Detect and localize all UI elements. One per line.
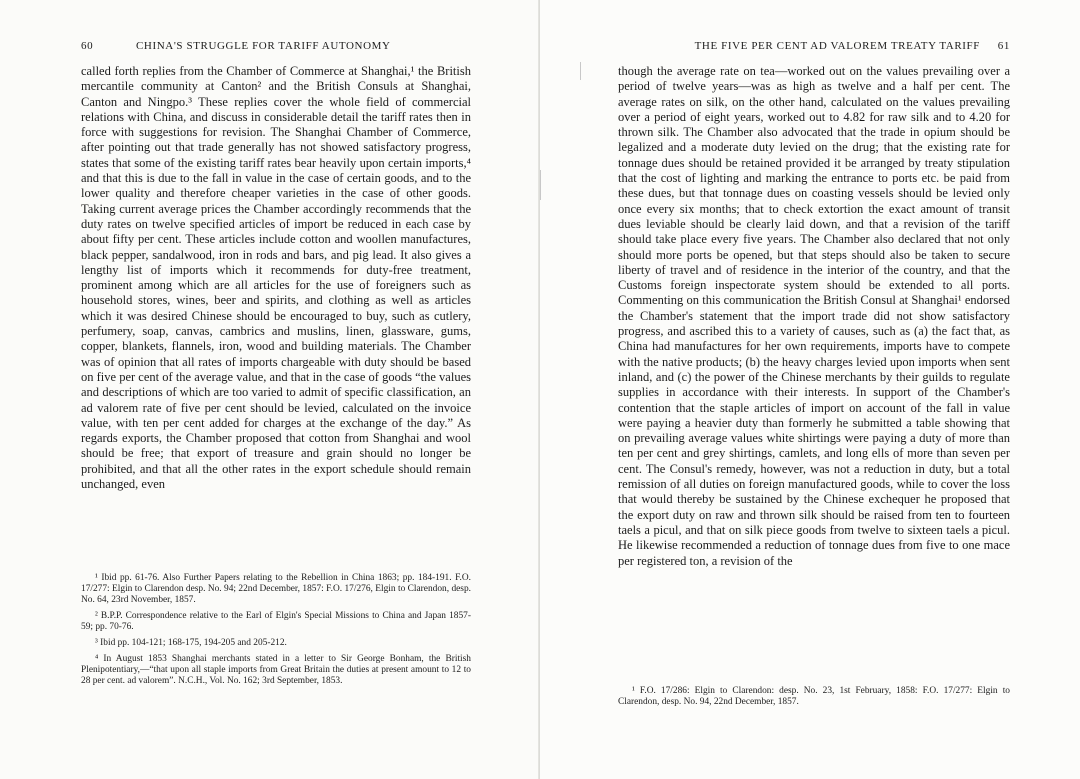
footnote-2: ² B.P.P. Correspondence relative to the Earl of Elgin's Special Missions to China and Japan 1857-59; pp. 70-76.	[81, 611, 471, 632]
right-page-number: 61	[997, 40, 1010, 52]
footnote-1: ¹ F.O. 17/286: Elgin to Clarendon: desp. No. 23, 1st February, 1858: F.O. 17/277: Elgin to Clarendon, desp. No. 94, 22nd December, 1857.	[618, 686, 1010, 707]
left-body-text: called forth replies from the Chamber of Commerce at Shanghai,¹ the British mercantile community at Canton² and the British Consuls at Shanghai, Canton and Ningpo.³ These replies cover the whole field of commercial relations with China, and discuss in considerable detail the tariff rates then in force with suggestions for revision. The Shanghai Chamber of Commerce, after pointing out that trade generally has not showed satisfactory progress, states that some of the existing tariff rates bear heavily upon certain imports,⁴ and that this is due to the fall in value in the case of certain goods, and to the lower quality and therefore cheaper varieties in the case of other goods. Taking current average prices the Chamber accordingly recommends that the duty rates on twelve specified articles of import be reduced in each case by about fifty per cent. These articles include cotton and woollen manufactures, black pepper, sandalwood, iron in rods and bars, and pig lead. It also gives a lengthy list of imports which it recommends for duty-free treatment, prominent among which are all articles for the use of foreigners such as household stores, wines, beer and spirits, and clothing as well as articles which it was desired Chinese should be encouraged to buy, such as cutlery, perfumery, soap, canvas, cambrics and muslins, linen, glassware, gums, copper, blankets, flannels, iron, wood and building materials. The Chamber was of opinion that all rates of imports chargeable with duty should be based on five per cent of the average value, and that in the case of goods “the values and descriptions of which are too varied to admit of specific classification, an ad valorem rate of five per cent should be levied, calculated on the invoice value, with ten per cent added for charges at the exchange of the day.” As regards exports, the Chamber proposed that cotton from Shanghai and wool should be free; that export of treasure and grain should no longer be prohibited, and that all the other rates in the export schedule should remain unchanged, even	[81, 64, 471, 492]
footnote-4: ⁴ In August 1853 Shanghai merchants stated in a letter to Sir George Bonham, the British Plenipotentiary,—“that upon all staple imports from Great Britain the duties at present amount to 12 to 28 per cent. ad valorem”. N.C.H., Vol. No. 162; 3rd September, 1853.	[81, 654, 471, 686]
right-running-head-title: THE FIVE PER CENT AD VALOREM TREATY TARIFF	[694, 40, 980, 52]
left-page-number: 60	[81, 40, 94, 52]
left-running-header	[81, 40, 471, 56]
right-page	[540, 0, 1080, 779]
right-footnotes	[618, 686, 1010, 713]
left-running-head-title: CHINA'S STRUGGLE FOR TARIFF AUTONOMY	[136, 40, 391, 52]
footnote-1: ¹ Ibid pp. 61-76. Also Further Papers relating to the Rebellion in China 1863; pp. 184-191. F.O. 17/277: Elgin to Clarendon desp. No. 94; 22nd December, 1857: F.O. 17/276, Elgin to Clarendon, desp. No. 64, 23rd November, 1857.	[81, 573, 471, 605]
footnote-3: ³ Ibid pp. 104-121; 168-175, 194-205 and 205-212.	[95, 638, 287, 648]
page-mark	[540, 170, 541, 200]
right-body-text: though the average rate on tea—worked out on the values prevailing over a period of twelve years—was as high as twelve and a half per cent. The average rates on silk, on the other hand, calculated on the values prevailing over a period of eight years, worked out to 4.82 for raw silk and to 4.20 for thrown silk. The Chamber also advocated that the trade in opium should be legalized and a moderate duty levied on the drug; that the existing rate for tonnage dues should be retained provided it be arranged by treaty stipulation that the cost of lighting and marking the entrance to ports etc. be paid from these dues, but that tonnage dues on coasting vessels should be levied only once every six months; that to check extortion the exact amount of transit dues leviable should be clearly laid down, and that a revision of the tariff should take place every five years. The Chamber also declared that not only should more ports be opened, but that steps should also be taken to secure liberty of travel and of residence in the interior of the country, and that the Customs foreign inspectorate system should be extended to all ports. Commenting on this communication the British Consul at Shanghai¹ endorsed the Chamber's statement that the import trade did not show satisfactory progress, and ascribed this to a variety of causes, such as (a) the fact that, as China had manufactures for her own requirements, imports have to compete with the native products; (b) the heavy charges levied upon imports when sent inland, and (c) the power of the Chinese merchants by their guilds to regulate supplies in accordance with their interests. In support of the Chamber's contention that the staple articles of import on account of the fall in value were paying a heavier duty than formerly he submitted a table showing that on prevailing average values white shirtings were paying a duty of more than ten per cent and grey shirtings, camlets, and long ells of more than seven per cent. The Consul's remedy, however, was not a reduction in duty, but a total remission of all duties on foreign manufactured goods, while to cover the loss that would thereby be sustained by the Chinese exchequer he proposed that the export duty on raw and thrown silk should be raised from ten to fourteen taels a picul, and that on silk piece goods from twelve to sixteen taels a picul. He likewise recommended a reduction of tonnage dues from five to one mace per registered ton, a revision of the	[618, 64, 1010, 568]
right-running-header	[618, 40, 1010, 56]
page-mark	[580, 62, 581, 80]
left-footnotes	[81, 573, 471, 692]
